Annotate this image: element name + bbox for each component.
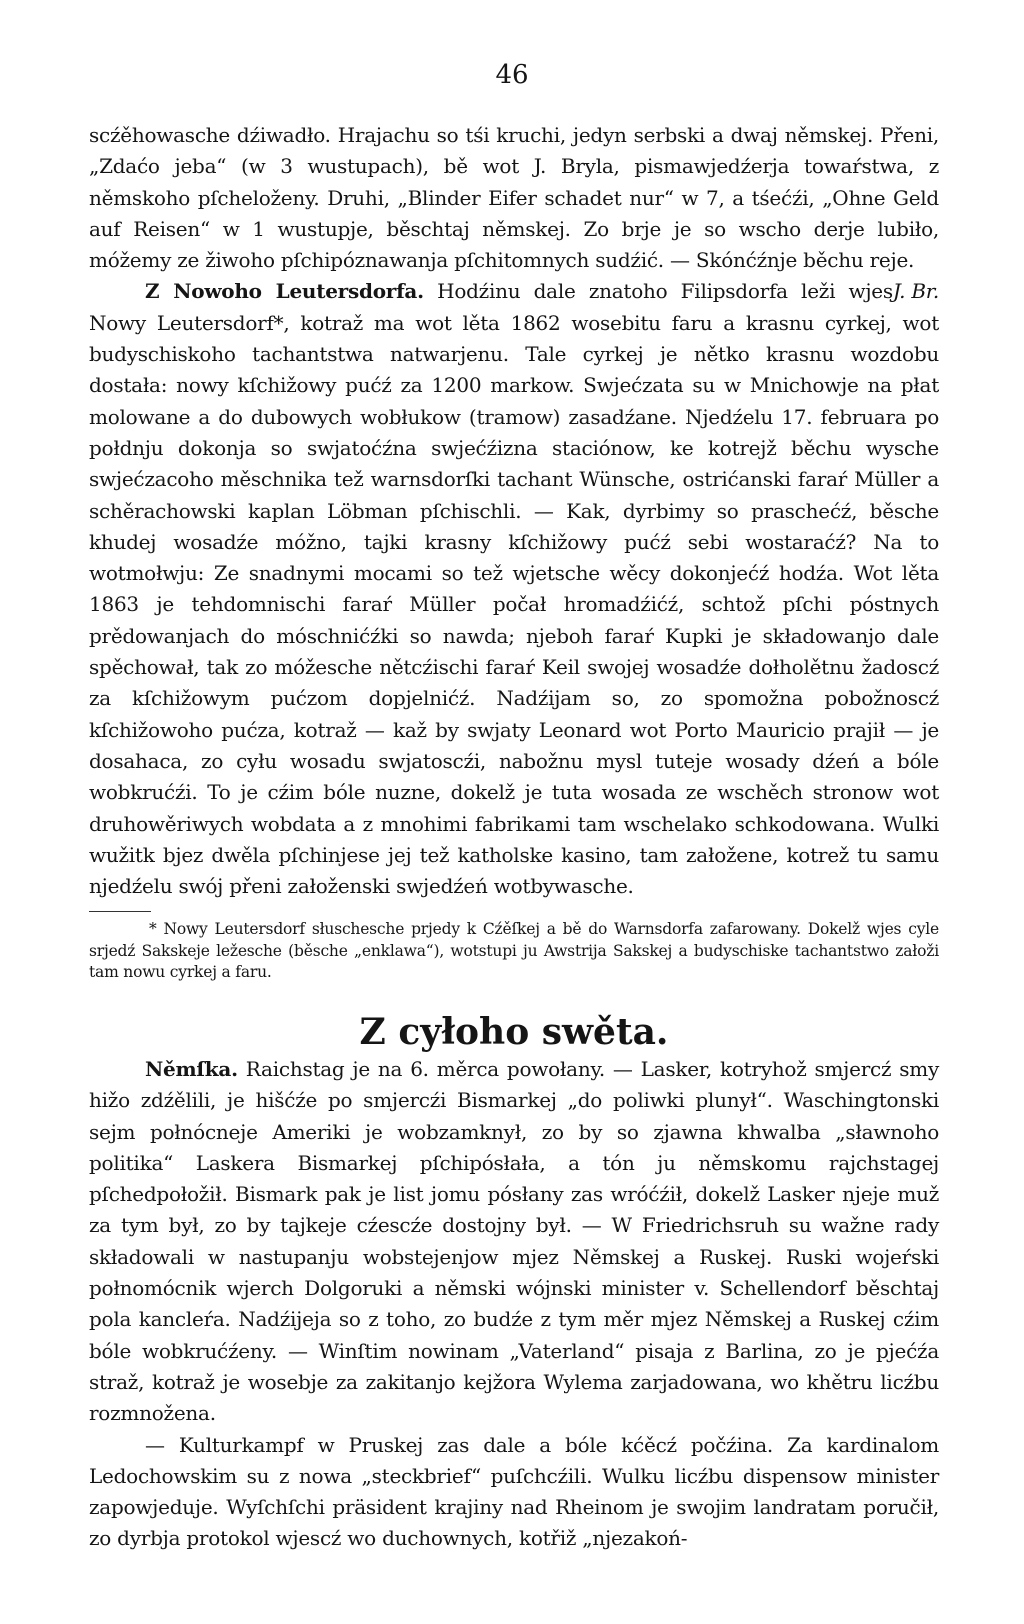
paragraph-leutersdorf-text: Hodźinu dale znatoho Filipsdorfa leži wjes Nowy Leutersdorf*, kotraž ma wot lěta 1862 wosebitu faru a krasnu cyrkej, wot budyschiskoho tachantstwa natwarjenu. Tale cyrkej je nětko krasnu wozdobu dostała: nowy kſchižowy pućź za 1200 markow. Swjećzata su w Mnichowje na płat molowane a do dubowych wobłukow (tramow) zasadźane. Njedźelu 17. februara po połdnju dokonja so swjatoćźna swjećźizna staciónow, ke kotrejž běchu wysche swjećzacoho měschnika tež warnsdorſki tachant Wünsche, ostrićanski faraŕ Müller a schěrachowski kaplan Löbman pſchischli. — Kak, dyrbimy so praschećź, běsche khudej wosadźe móžno, tajki krasny kſchižowy pućź sebi wostaraćź? Na to wotmołwju: Ze snadnymi mocami so tež wjetsche wěcy dokonjećź hodźa. Wot lěta 1863 je tehdomnischi faraŕ Müller počał hromadźićź, schtož pſchi póstnych prědowanjach do móschnićźki so nawda; njeboh faraŕ Kupki je składowanjo dale spěchował, tak zo móžesche nětcźischi faraŕ Keil swojej wosadźe dołholětnu žadoscź za kſchižowym pućzom dopjelnićź. Nadźijam so, zo spomožna pobožnoscź kſchižowoho pućza, kotraž — kaž by swjaty Leonard wot Porto Mauricio prajił — je dosahaca, zo cyłu wosadu swjatoscźi, nabožnu mysl tuteje wosady dźeń a bóle wobkrućźi. To je cźim bóle nuzne, dokelž je tuta wosada ze wschěch stronow wot druhowěriwych wobdata a z mnohimi fabrikami tam wschelako schkodowana. Wulki wužitk bjez dwěla pſchinjese jej tež katholske kasino, tam załožene, kotrež tu samu njedźelu swój přeni załoženski swjedźeń wotbywasche. (89, 279, 939, 899)
paragraph-germany-heading: Němſka. (145, 1057, 238, 1081)
paragraph-leutersdorf (89, 276, 939, 902)
paragraph-germany (89, 1054, 939, 1430)
footnote: * Nowy Leutersdorf słuschesche prjedy k Cźěſkej a bě do Warnsdorfa zafarowany. Dokelž wjes cyle srjedź Sakskeje ležesche (běsche „enklawa“), wotstupi ju Awstrija Sakskej a budyschiske tachantstwo załoži tam nowu cyrkej a faru. (89, 920, 939, 982)
page-number: 46 (495, 60, 529, 90)
paragraph-kulturkampf: — Kulturkampf w Pruskej zas dale a bóle kćěcź počźina. Za kardinalom Ledochowskim su z nowa „steckbrief“ puſchcźili. Wulku licźbu dispensow minister zapowjeduje. Wyſchſchi präsident krajiny nad Rheinom je swojim landratam poručił, zo dyrbja protokol wjescź wo duchownych, kotřiž „njezakoń- (89, 1432, 939, 1551)
article-column-top (89, 120, 939, 984)
section-world-news (89, 1010, 939, 1555)
section-title: Z cyłoho swěta. (359, 1011, 669, 1053)
paragraph-leutersdorf-heading: Z Nowoho Leutersdorfa. (145, 279, 424, 304)
author-signature: J. Br. (892, 279, 939, 304)
paragraph-germany-text: Raichstag je na 6. měrca powołany. — Lasker, kotryhož smjercź smy hižo zdźělili, je hišćźe po smjercźi Bismarkej „do poliwki plunył“. Waschingtonski sejm połnócneje Ameriki je wobzamknył, zo by so zjawna khwalba „sławnoho politika“ Laskera Bismarkej pſchipósłała, a tón ju němskomu rajchstagej pſchedpołožił. Bismark pak je list jomu pósłany zas wróćźił, dokelž Lasker njeje muž za tym był, zo by tajkeje cźescźe dostojny był. — W Friedrichsruh su wažne rady składowali w nastupanju wobstejenjow mjez Němskej a Ruskej. Ruski wojeŕski połnomócnik wjerch Dolgoruki a němski wójnski minister v. Schellendorf běschtaj pola kancleŕa. Nadźijeja so z toho, zo budźe z tym měr mjez Němskej a Ruskej cźim bóle wobkrućźeny. — Winſtim nowinam „Vaterland“ pisaja z Barlina, zo je pjećźa straž, kotraž je wosebje za zakitanjo kejžora Wylema zarjadowana, wo khětru licźbu rozmnožena. (89, 1057, 940, 1426)
paragraph-theatre-text: scźěhowasche dźiwadło. Hrajachu so tśi kruchi, jedyn serbski a dwaj němskej. Přeni, „Zdaćo jeba“ (w 3 wustupach), bě wot J. Bryla, pismawjedźerja towaŕstwa, z němskoho pſcheloženy. Druhi, „Blinder Eifer schadet nur“ w 7, a tśećźi, „Ohne Geld auf Reisen“ w 1 wustupje, běschtaj němskej. Zo brje je so wscho derje lubiło, móžemy ze žiwoho pſchipóznawanja pſchitomnych sudźić. — Skónćźnje běchu reje. (89, 123, 939, 273)
footnote-rule (89, 911, 151, 912)
